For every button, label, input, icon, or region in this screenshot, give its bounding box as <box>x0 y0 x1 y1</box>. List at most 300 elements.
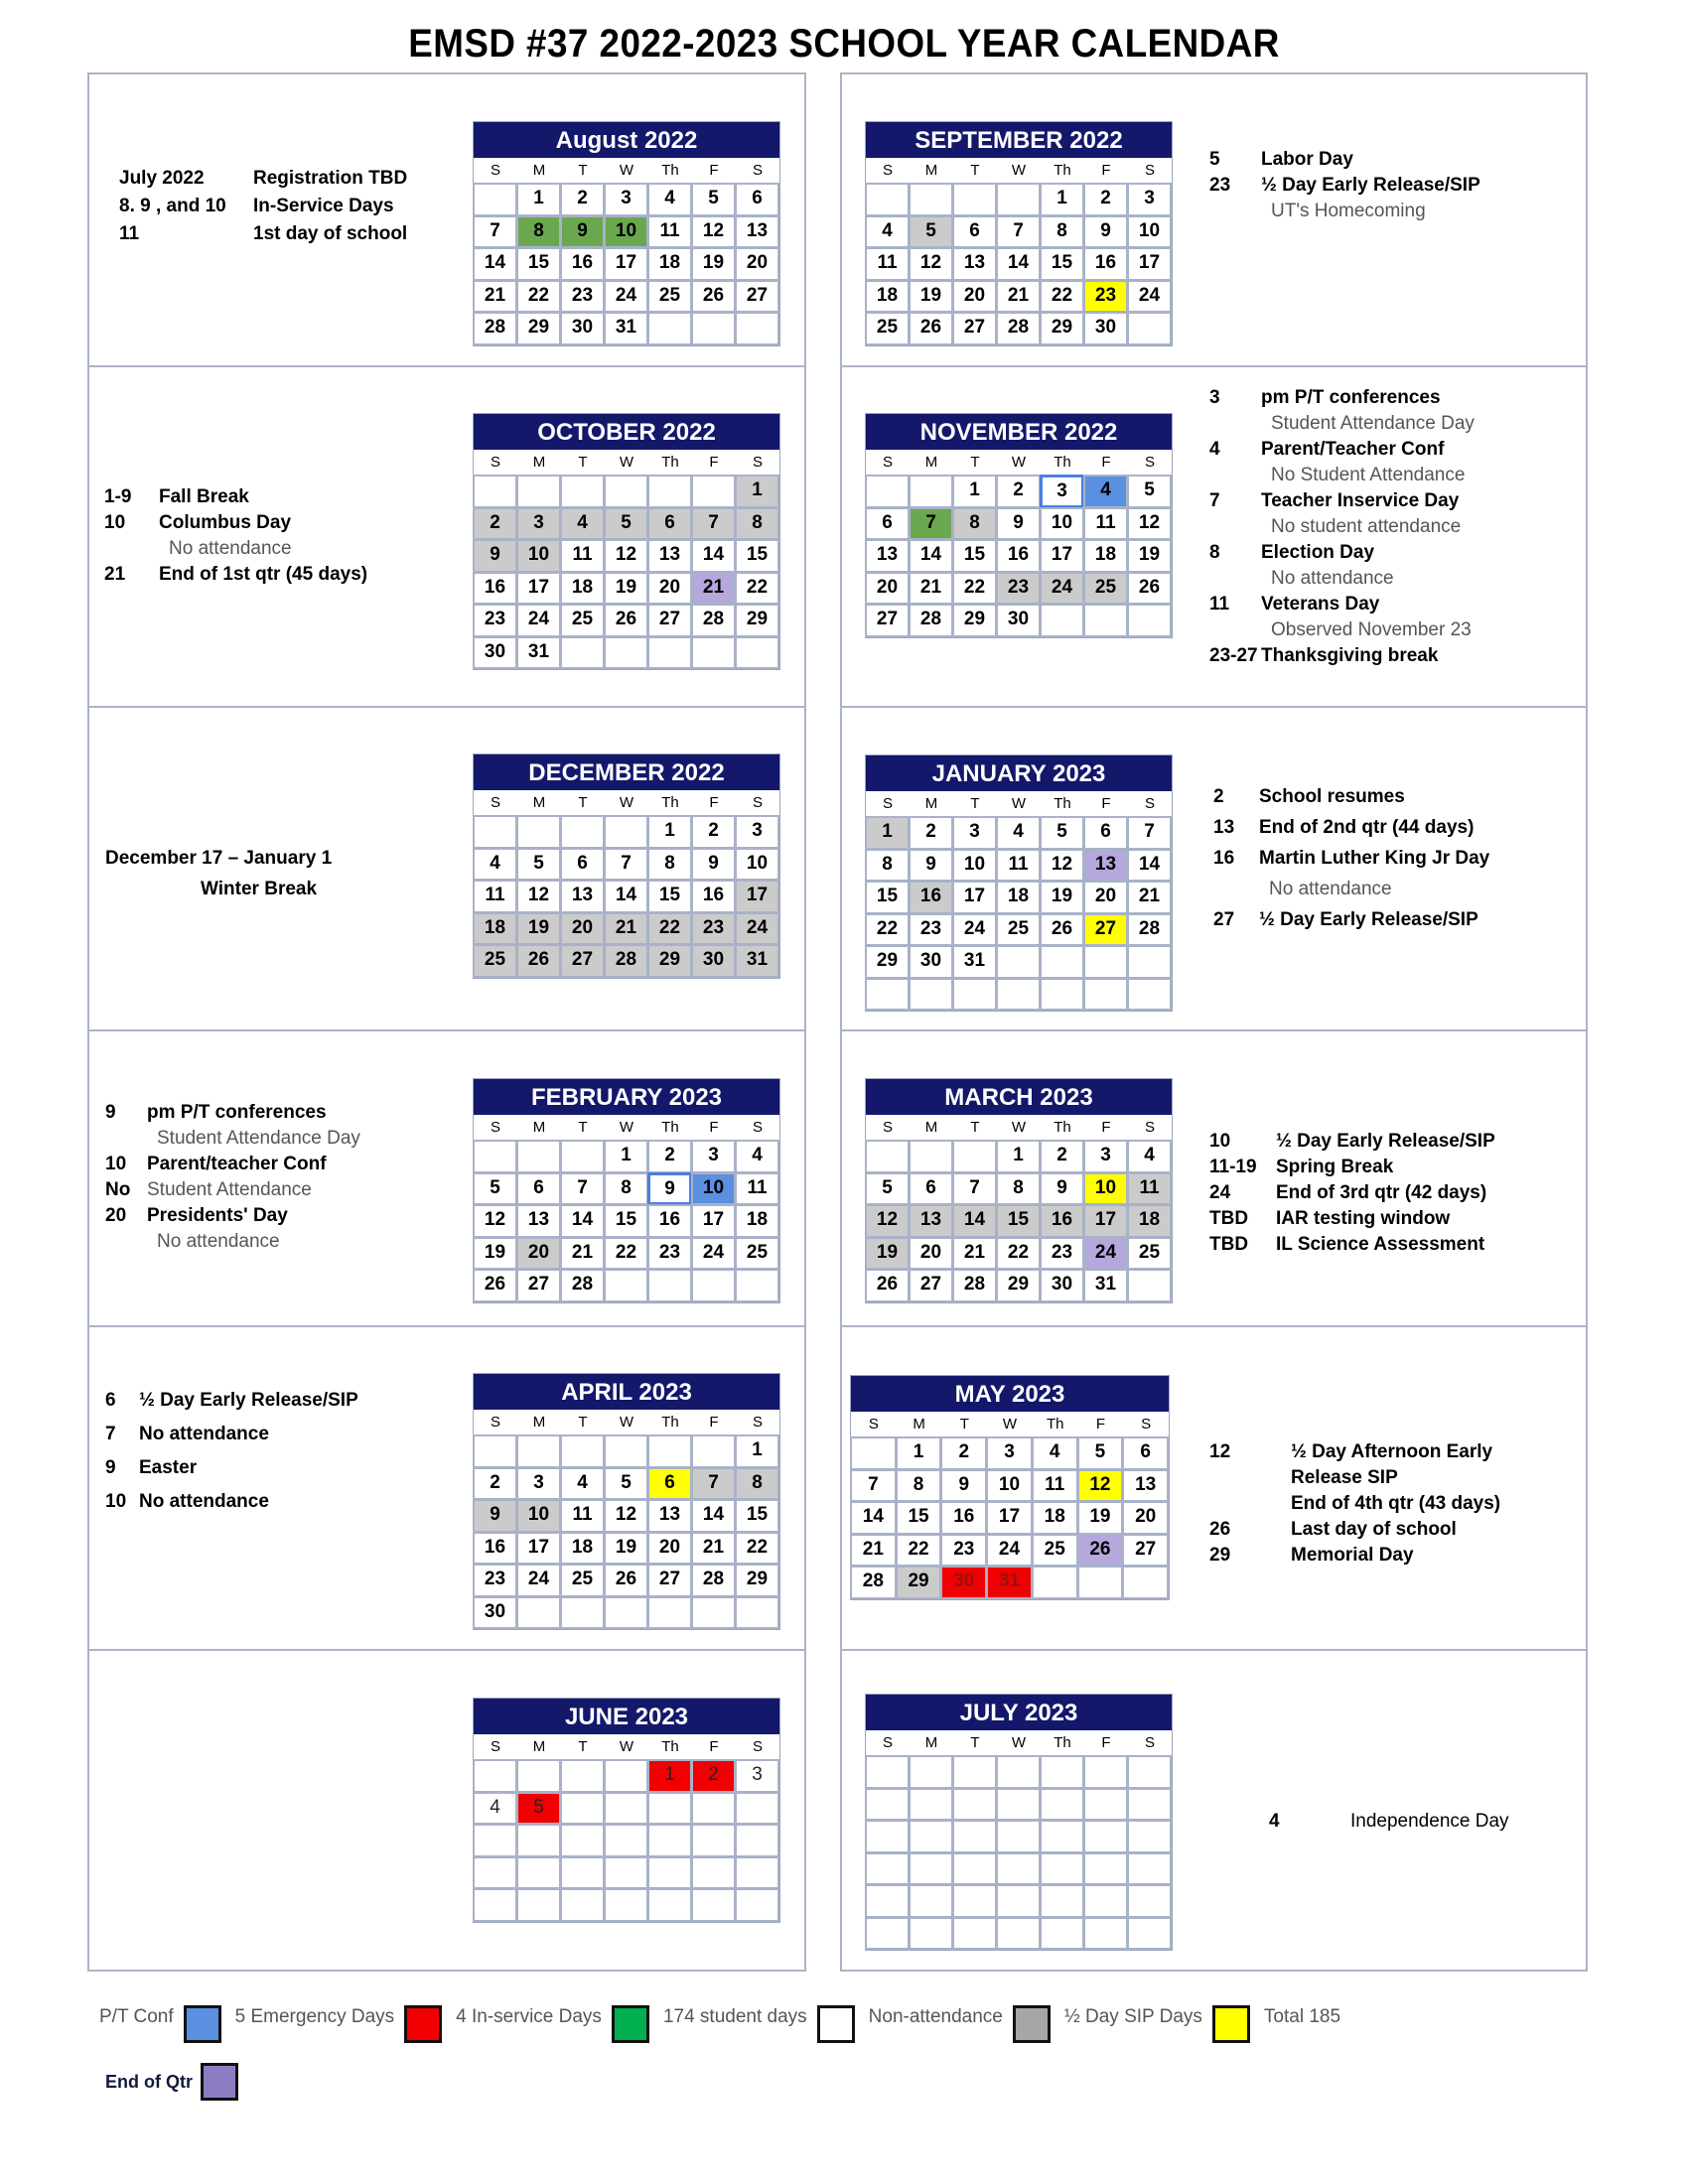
day-cell[interactable]: 7 <box>952 1172 997 1206</box>
day-cell[interactable]: 14 <box>560 1204 605 1238</box>
day-cell[interactable] <box>735 1824 779 1857</box>
day-cell[interactable] <box>473 183 517 216</box>
day-cell[interactable]: 19 <box>1040 881 1084 914</box>
day-cell[interactable]: 25 <box>647 280 692 314</box>
day-cell[interactable] <box>909 1852 953 1886</box>
day-cell[interactable] <box>473 475 517 508</box>
day-cell[interactable] <box>516 1824 561 1857</box>
day-cell[interactable]: 19 <box>909 280 953 314</box>
day-cell[interactable] <box>604 1434 648 1468</box>
day-cell[interactable]: 16 <box>940 1501 987 1535</box>
day-cell[interactable]: 15 <box>896 1501 942 1535</box>
day-cell[interactable] <box>647 1888 692 1922</box>
day-cell[interactable] <box>1040 1755 1084 1789</box>
day-cell[interactable]: 8 <box>735 1467 779 1501</box>
day-cell[interactable]: 27 <box>560 944 605 978</box>
day-cell[interactable] <box>560 1434 605 1468</box>
day-cell[interactable]: 27 <box>735 280 779 314</box>
day-cell[interactable]: 26 <box>1127 572 1172 606</box>
day-cell[interactable] <box>952 1140 997 1173</box>
day-cell[interactable] <box>1040 604 1084 637</box>
day-cell[interactable]: 1 <box>604 1140 648 1173</box>
day-cell[interactable]: 18 <box>473 912 517 946</box>
day-cell[interactable]: 22 <box>1040 280 1084 314</box>
day-cell[interactable] <box>604 815 648 849</box>
day-cell[interactable]: 28 <box>1127 913 1172 947</box>
day-cell[interactable]: 12 <box>516 880 561 913</box>
day-cell[interactable] <box>560 1140 605 1173</box>
day-cell[interactable] <box>647 1824 692 1857</box>
day-cell[interactable] <box>473 1140 517 1173</box>
day-cell[interactable] <box>952 1852 997 1886</box>
day-cell[interactable] <box>909 475 953 508</box>
day-cell[interactable]: 19 <box>865 1237 910 1271</box>
day-cell[interactable] <box>1127 978 1172 1012</box>
day-cell[interactable]: 20 <box>1083 881 1128 914</box>
day-cell[interactable] <box>691 475 736 508</box>
day-cell[interactable]: 7 <box>996 215 1041 249</box>
day-cell[interactable] <box>1040 1917 1084 1951</box>
day-cell[interactable] <box>1127 1917 1172 1951</box>
day-cell[interactable] <box>865 1852 910 1886</box>
day-cell[interactable]: 25 <box>865 312 910 345</box>
day-cell[interactable]: 24 <box>1127 280 1172 314</box>
day-cell[interactable]: 3 <box>516 507 561 541</box>
day-cell[interactable]: 30 <box>996 604 1041 637</box>
day-cell[interactable]: 28 <box>850 1566 897 1599</box>
day-cell[interactable]: 24 <box>604 280 648 314</box>
day-cell[interactable]: 8 <box>516 215 561 249</box>
day-cell[interactable]: 14 <box>473 247 517 281</box>
day-cell[interactable]: 5 <box>691 183 736 216</box>
day-cell[interactable]: 29 <box>996 1269 1041 1302</box>
day-cell[interactable]: 21 <box>1127 881 1172 914</box>
day-cell[interactable] <box>996 1884 1041 1918</box>
day-cell[interactable]: 10 <box>516 1499 561 1533</box>
day-cell[interactable]: 14 <box>691 539 736 573</box>
day-cell[interactable] <box>560 1759 605 1793</box>
day-cell[interactable]: 3 <box>735 1759 779 1793</box>
day-cell[interactable] <box>1040 978 1084 1012</box>
day-cell[interactable]: 3 <box>952 816 997 850</box>
day-cell[interactable]: 1 <box>647 815 692 849</box>
day-cell[interactable]: 1 <box>896 1436 942 1470</box>
day-cell[interactable]: 17 <box>1083 1204 1128 1238</box>
day-cell[interactable]: 8 <box>996 1172 1041 1206</box>
day-cell[interactable]: 14 <box>691 1499 736 1533</box>
day-cell[interactable]: 31 <box>952 945 997 979</box>
day-cell[interactable] <box>473 815 517 849</box>
day-cell[interactable]: 15 <box>647 880 692 913</box>
day-cell[interactable]: 7 <box>473 215 517 249</box>
day-cell[interactable]: 27 <box>516 1269 561 1302</box>
day-cell[interactable] <box>691 1792 736 1826</box>
day-cell[interactable]: 19 <box>691 247 736 281</box>
day-cell[interactable] <box>604 1596 648 1630</box>
day-cell[interactable]: 6 <box>647 1467 692 1501</box>
day-cell[interactable]: 16 <box>647 1204 692 1238</box>
day-cell[interactable]: 3 <box>604 183 648 216</box>
day-cell[interactable]: 21 <box>952 1237 997 1271</box>
day-cell[interactable] <box>691 636 736 670</box>
day-cell[interactable]: 26 <box>516 944 561 978</box>
day-cell[interactable]: 30 <box>473 636 517 670</box>
day-cell[interactable]: 8 <box>896 1469 942 1503</box>
day-cell[interactable]: 25 <box>473 944 517 978</box>
day-cell[interactable]: 28 <box>996 312 1041 345</box>
day-cell[interactable]: 25 <box>1083 572 1128 606</box>
day-cell[interactable]: 22 <box>952 572 997 606</box>
day-cell[interactable]: 4 <box>996 816 1041 850</box>
day-cell[interactable]: 21 <box>909 572 953 606</box>
day-cell[interactable]: 5 <box>909 215 953 249</box>
day-cell[interactable]: 21 <box>560 1237 605 1271</box>
day-cell[interactable]: 7 <box>909 507 953 541</box>
day-cell[interactable]: 12 <box>473 1204 517 1238</box>
day-cell[interactable]: 7 <box>850 1469 897 1503</box>
day-cell[interactable]: 25 <box>1032 1534 1078 1568</box>
day-cell[interactable]: 17 <box>516 1532 561 1566</box>
day-cell[interactable]: 13 <box>1122 1469 1169 1503</box>
day-cell[interactable]: 27 <box>647 1564 692 1597</box>
day-cell[interactable]: 23 <box>647 1237 692 1271</box>
day-cell[interactable]: 14 <box>1127 849 1172 883</box>
day-cell[interactable]: 30 <box>940 1566 987 1599</box>
day-cell[interactable]: 12 <box>1040 849 1084 883</box>
day-cell[interactable]: 29 <box>952 604 997 637</box>
day-cell[interactable]: 13 <box>1083 849 1128 883</box>
day-cell[interactable]: 27 <box>1122 1534 1169 1568</box>
day-cell[interactable] <box>1127 1884 1172 1918</box>
day-cell[interactable]: 12 <box>691 215 736 249</box>
day-cell[interactable]: 15 <box>735 539 779 573</box>
day-cell[interactable]: 17 <box>604 247 648 281</box>
day-cell[interactable]: 5 <box>604 507 648 541</box>
day-cell[interactable]: 13 <box>952 247 997 281</box>
day-cell[interactable] <box>647 1269 692 1302</box>
day-cell[interactable]: 20 <box>1122 1501 1169 1535</box>
day-cell[interactable]: 4 <box>647 183 692 216</box>
day-cell[interactable]: 7 <box>604 848 648 882</box>
day-cell[interactable]: 28 <box>560 1269 605 1302</box>
day-cell[interactable] <box>691 1269 736 1302</box>
day-cell[interactable]: 29 <box>735 1564 779 1597</box>
day-cell[interactable] <box>909 1917 953 1951</box>
day-cell[interactable]: 3 <box>516 1467 561 1501</box>
day-cell[interactable]: 10 <box>691 1172 736 1206</box>
day-cell[interactable] <box>1127 1820 1172 1853</box>
day-cell[interactable]: 23 <box>560 280 605 314</box>
day-cell[interactable] <box>560 1856 605 1890</box>
day-cell[interactable]: 30 <box>1083 312 1128 345</box>
day-cell[interactable] <box>952 1820 997 1853</box>
day-cell[interactable] <box>1083 1755 1128 1789</box>
day-cell[interactable]: 4 <box>473 848 517 882</box>
day-cell[interactable] <box>996 1820 1041 1853</box>
day-cell[interactable]: 20 <box>909 1237 953 1271</box>
day-cell[interactable]: 9 <box>1040 1172 1084 1206</box>
day-cell[interactable]: 2 <box>1040 1140 1084 1173</box>
day-cell[interactable]: 18 <box>560 572 605 606</box>
day-cell[interactable]: 5 <box>604 1467 648 1501</box>
day-cell[interactable]: 14 <box>604 880 648 913</box>
day-cell[interactable]: 16 <box>473 1532 517 1566</box>
day-cell[interactable]: 19 <box>604 1532 648 1566</box>
day-cell[interactable] <box>647 475 692 508</box>
day-cell[interactable]: 16 <box>909 881 953 914</box>
day-cell[interactable]: 25 <box>560 604 605 637</box>
day-cell[interactable]: 17 <box>516 572 561 606</box>
day-cell[interactable] <box>691 1434 736 1468</box>
day-cell[interactable] <box>604 475 648 508</box>
day-cell[interactable]: 22 <box>516 280 561 314</box>
day-cell[interactable]: 21 <box>604 912 648 946</box>
day-cell[interactable]: 10 <box>1040 507 1084 541</box>
day-cell[interactable]: 7 <box>560 1172 605 1206</box>
day-cell[interactable]: 18 <box>996 881 1041 914</box>
day-cell[interactable]: 10 <box>516 539 561 573</box>
day-cell[interactable] <box>865 1820 910 1853</box>
day-cell[interactable] <box>1083 1884 1128 1918</box>
day-cell[interactable]: 14 <box>996 247 1041 281</box>
day-cell[interactable]: 21 <box>691 572 736 606</box>
day-cell[interactable] <box>735 1596 779 1630</box>
day-cell[interactable]: 9 <box>996 507 1041 541</box>
day-cell[interactable]: 28 <box>604 944 648 978</box>
day-cell[interactable]: 6 <box>516 1172 561 1206</box>
day-cell[interactable]: 25 <box>735 1237 779 1271</box>
day-cell[interactable] <box>647 1596 692 1630</box>
day-cell[interactable] <box>604 1856 648 1890</box>
day-cell[interactable]: 26 <box>473 1269 517 1302</box>
day-cell[interactable] <box>865 475 910 508</box>
day-cell[interactable]: 29 <box>896 1566 942 1599</box>
day-cell[interactable] <box>473 1434 517 1468</box>
day-cell[interactable] <box>996 945 1041 979</box>
day-cell[interactable]: 9 <box>560 215 605 249</box>
day-cell[interactable]: 4 <box>1127 1140 1172 1173</box>
day-cell[interactable]: 1 <box>865 816 910 850</box>
day-cell[interactable] <box>952 1884 997 1918</box>
day-cell[interactable]: 19 <box>1127 539 1172 573</box>
day-cell[interactable]: 27 <box>952 312 997 345</box>
day-cell[interactable] <box>865 978 910 1012</box>
day-cell[interactable] <box>996 1917 1041 1951</box>
day-cell[interactable]: 7 <box>691 1467 736 1501</box>
day-cell[interactable]: 10 <box>1083 1172 1128 1206</box>
day-cell[interactable]: 30 <box>691 944 736 978</box>
day-cell[interactable] <box>1040 1820 1084 1853</box>
day-cell[interactable] <box>909 1755 953 1789</box>
day-cell[interactable]: 26 <box>691 280 736 314</box>
day-cell[interactable]: 1 <box>1040 183 1084 216</box>
day-cell[interactable]: 2 <box>996 475 1041 508</box>
day-cell[interactable]: 20 <box>647 572 692 606</box>
day-cell[interactable] <box>560 1888 605 1922</box>
day-cell[interactable] <box>1040 1884 1084 1918</box>
day-cell[interactable] <box>952 1788 997 1822</box>
day-cell[interactable]: 28 <box>473 312 517 345</box>
day-cell[interactable]: 4 <box>560 1467 605 1501</box>
day-cell[interactable] <box>647 312 692 345</box>
day-cell[interactable]: 1 <box>735 1434 779 1468</box>
day-cell[interactable]: 21 <box>691 1532 736 1566</box>
day-cell[interactable]: 13 <box>865 539 910 573</box>
day-cell[interactable]: 9 <box>473 1499 517 1533</box>
day-cell[interactable] <box>909 1884 953 1918</box>
day-cell[interactable]: 24 <box>1040 572 1084 606</box>
day-cell[interactable] <box>1040 1852 1084 1886</box>
day-cell[interactable]: 21 <box>996 280 1041 314</box>
day-cell[interactable] <box>865 1755 910 1789</box>
day-cell[interactable]: 15 <box>1040 247 1084 281</box>
day-cell[interactable]: 18 <box>647 247 692 281</box>
day-cell[interactable] <box>952 183 997 216</box>
day-cell[interactable]: 9 <box>1083 215 1128 249</box>
day-cell[interactable] <box>865 1140 910 1173</box>
day-cell[interactable]: 23 <box>940 1534 987 1568</box>
day-cell[interactable]: 24 <box>516 1564 561 1597</box>
day-cell[interactable]: 4 <box>1083 475 1128 508</box>
day-cell[interactable]: 6 <box>909 1172 953 1206</box>
day-cell[interactable]: 16 <box>996 539 1041 573</box>
day-cell[interactable]: 6 <box>865 507 910 541</box>
day-cell[interactable] <box>952 1917 997 1951</box>
day-cell[interactable]: 5 <box>865 1172 910 1206</box>
day-cell[interactable] <box>1083 1788 1128 1822</box>
day-cell[interactable]: 1 <box>952 475 997 508</box>
day-cell[interactable] <box>647 1792 692 1826</box>
day-cell[interactable]: 2 <box>473 507 517 541</box>
day-cell[interactable]: 25 <box>560 1564 605 1597</box>
day-cell[interactable]: 22 <box>735 1532 779 1566</box>
day-cell[interactable] <box>996 1788 1041 1822</box>
day-cell[interactable] <box>735 312 779 345</box>
day-cell[interactable] <box>516 1140 561 1173</box>
day-cell[interactable]: 26 <box>1040 913 1084 947</box>
day-cell[interactable]: 3 <box>1040 475 1084 508</box>
day-cell[interactable]: 1 <box>735 475 779 508</box>
day-cell[interactable] <box>1083 978 1128 1012</box>
day-cell[interactable]: 9 <box>647 1172 692 1206</box>
day-cell[interactable]: 31 <box>1083 1269 1128 1302</box>
day-cell[interactable]: 29 <box>647 944 692 978</box>
day-cell[interactable]: 6 <box>735 183 779 216</box>
day-cell[interactable]: 26 <box>865 1269 910 1302</box>
day-cell[interactable] <box>1083 1917 1128 1951</box>
day-cell[interactable]: 14 <box>850 1501 897 1535</box>
day-cell[interactable] <box>604 1759 648 1793</box>
day-cell[interactable]: 27 <box>909 1269 953 1302</box>
day-cell[interactable] <box>1083 1820 1128 1853</box>
day-cell[interactable] <box>604 1269 648 1302</box>
day-cell[interactable]: 5 <box>1077 1436 1124 1470</box>
day-cell[interactable]: 27 <box>865 604 910 637</box>
day-cell[interactable]: 13 <box>516 1204 561 1238</box>
day-cell[interactable]: 14 <box>952 1204 997 1238</box>
day-cell[interactable]: 22 <box>735 572 779 606</box>
day-cell[interactable] <box>604 1792 648 1826</box>
day-cell[interactable]: 16 <box>1083 247 1128 281</box>
day-cell[interactable]: 21 <box>473 280 517 314</box>
day-cell[interactable] <box>952 978 997 1012</box>
day-cell[interactable] <box>1040 945 1084 979</box>
day-cell[interactable] <box>909 1140 953 1173</box>
day-cell[interactable]: 18 <box>560 1532 605 1566</box>
day-cell[interactable] <box>516 1434 561 1468</box>
day-cell[interactable]: 1 <box>516 183 561 216</box>
day-cell[interactable]: 8 <box>647 848 692 882</box>
day-cell[interactable]: 7 <box>691 507 736 541</box>
day-cell[interactable] <box>560 815 605 849</box>
day-cell[interactable]: 2 <box>940 1436 987 1470</box>
day-cell[interactable]: 2 <box>1083 183 1128 216</box>
day-cell[interactable]: 20 <box>516 1237 561 1271</box>
day-cell[interactable] <box>560 475 605 508</box>
day-cell[interactable]: 24 <box>516 604 561 637</box>
day-cell[interactable]: 5 <box>516 1792 561 1826</box>
day-cell[interactable]: 3 <box>986 1436 1033 1470</box>
day-cell[interactable]: 25 <box>1127 1237 1172 1271</box>
day-cell[interactable]: 11 <box>1127 1172 1172 1206</box>
day-cell[interactable]: 30 <box>473 1596 517 1630</box>
day-cell[interactable]: 3 <box>1127 183 1172 216</box>
day-cell[interactable] <box>1077 1566 1124 1599</box>
day-cell[interactable]: 23 <box>1040 1237 1084 1271</box>
day-cell[interactable]: 30 <box>1040 1269 1084 1302</box>
day-cell[interactable] <box>735 636 779 670</box>
day-cell[interactable] <box>691 1856 736 1890</box>
day-cell[interactable]: 15 <box>996 1204 1041 1238</box>
day-cell[interactable]: 26 <box>1077 1534 1124 1568</box>
day-cell[interactable]: 10 <box>735 848 779 882</box>
day-cell[interactable]: 2 <box>691 1759 736 1793</box>
day-cell[interactable] <box>1083 945 1128 979</box>
day-cell[interactable] <box>952 1755 997 1789</box>
day-cell[interactable]: 2 <box>909 816 953 850</box>
day-cell[interactable]: 13 <box>647 539 692 573</box>
day-cell[interactable]: 22 <box>996 1237 1041 1271</box>
day-cell[interactable]: 24 <box>691 1237 736 1271</box>
day-cell[interactable]: 8 <box>952 507 997 541</box>
day-cell[interactable]: 24 <box>952 913 997 947</box>
day-cell[interactable] <box>473 1856 517 1890</box>
day-cell[interactable]: 4 <box>560 507 605 541</box>
day-cell[interactable] <box>516 1856 561 1890</box>
day-cell[interactable]: 31 <box>604 312 648 345</box>
day-cell[interactable]: 18 <box>1083 539 1128 573</box>
day-cell[interactable] <box>996 1852 1041 1886</box>
day-cell[interactable] <box>691 1888 736 1922</box>
day-cell[interactable]: 18 <box>865 280 910 314</box>
day-cell[interactable]: 8 <box>604 1172 648 1206</box>
day-cell[interactable] <box>516 815 561 849</box>
day-cell[interactable] <box>560 1792 605 1826</box>
day-cell[interactable]: 5 <box>1040 816 1084 850</box>
day-cell[interactable]: 17 <box>735 880 779 913</box>
day-cell[interactable]: 11 <box>996 849 1041 883</box>
day-cell[interactable]: 4 <box>735 1140 779 1173</box>
day-cell[interactable]: 19 <box>604 572 648 606</box>
day-cell[interactable]: 10 <box>1127 215 1172 249</box>
day-cell[interactable]: 15 <box>952 539 997 573</box>
day-cell[interactable] <box>604 1888 648 1922</box>
day-cell[interactable]: 17 <box>986 1501 1033 1535</box>
day-cell[interactable]: 11 <box>647 215 692 249</box>
day-cell[interactable]: 19 <box>473 1237 517 1271</box>
day-cell[interactable] <box>1127 1788 1172 1822</box>
day-cell[interactable]: 2 <box>473 1467 517 1501</box>
